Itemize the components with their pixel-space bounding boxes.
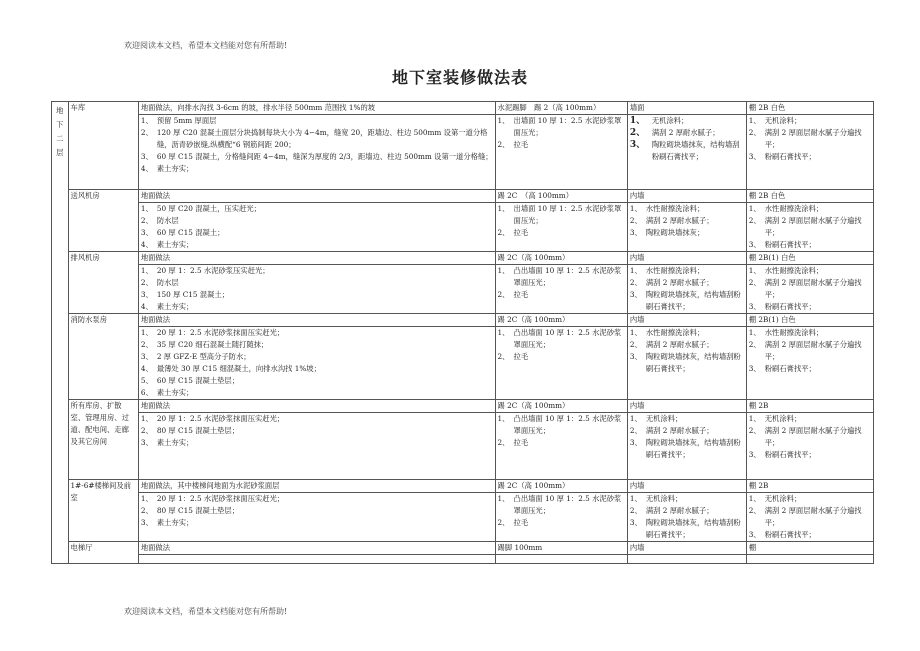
list-item	[498, 203, 625, 227]
footer-note: 欢迎阅读本文档，希望本文档能对您有所帮助!	[124, 607, 288, 616]
skirting-title: 踢 2C（高 100mm）	[496, 480, 627, 493]
item-number: 2、	[497, 352, 510, 361]
item-number: 2、	[748, 426, 761, 435]
list-item	[141, 227, 493, 239]
wall-title: 墙面	[628, 102, 746, 115]
item-number: 2、	[629, 340, 642, 349]
item-text: 满刮 2 厚耐水腻子；	[645, 506, 714, 515]
list-item	[630, 413, 744, 425]
item-text: 20 厚 1：2.5 水泥砂浆抹面压实赶光；	[156, 414, 285, 423]
floor-cell	[138, 480, 495, 542]
item-text: 水性耐擦洗涂料；	[645, 204, 705, 213]
ceiling-title: 棚 2B(1) 白色	[747, 252, 873, 265]
wall-title: 内墙	[628, 190, 746, 203]
item-text: 素土夯实；	[156, 240, 194, 249]
level-char: 二	[56, 134, 64, 143]
item-text: 预留 5mm 厚面层	[156, 116, 217, 125]
list-item	[141, 505, 493, 517]
item-number: 3、	[748, 530, 761, 539]
item-text: 满刮 2 厚耐水腻子；	[645, 340, 714, 349]
item-text: 满刮 2 厚面层耐水腻子分遍找平；	[764, 216, 862, 237]
wall-title: 内墙	[628, 480, 746, 493]
item-text: 素土夯实；	[156, 388, 194, 397]
list-item	[498, 327, 625, 351]
item-number: 2、	[629, 216, 642, 225]
list-item	[141, 203, 493, 215]
finish-schedule-table	[51, 101, 874, 564]
item-text: 水性耐擦洗涂料；	[764, 204, 824, 213]
item-number: 2、	[748, 278, 761, 287]
item-number: 4、	[140, 302, 153, 311]
item-number: 3、	[748, 240, 761, 249]
list-item	[749, 327, 871, 339]
item-text: 无机涂料；	[645, 414, 683, 423]
skirting-cell	[495, 400, 627, 480]
item-text: 出墙面 10 厚 1：2.5 水泥砂浆罩面压光；	[513, 116, 622, 137]
item-number: 1、	[748, 494, 761, 503]
item-text: 出墙面 10 厚 1：2.5 水泥砂浆罩面压光；	[513, 204, 622, 225]
ceiling-title: 棚 2B(1) 白色	[747, 314, 873, 327]
item-text: 拉毛	[513, 290, 529, 299]
item-number: 1、	[140, 116, 153, 125]
item-number: 2、	[497, 228, 510, 237]
item-number: 1、	[629, 414, 642, 423]
table-row	[52, 480, 874, 542]
list-item	[141, 127, 493, 151]
item-text: 凸出墙面 10 厚 1：2.5 水泥砂浆罩面压光；	[513, 494, 622, 515]
item-text: 粉刷石膏找平；	[764, 152, 816, 161]
list-item	[141, 363, 493, 375]
item-number: 2、	[140, 278, 153, 287]
list-item	[630, 277, 744, 289]
item-number: 2、	[140, 340, 153, 349]
table-body	[52, 102, 874, 564]
list-item	[749, 203, 871, 215]
item-number: 2、	[629, 506, 642, 515]
item-text: 满刮 2 厚耐水腻子；	[645, 216, 714, 225]
list-item	[749, 505, 871, 529]
item-text: 陶粒砌块墙抹灰，结构墙刮粉刷石膏找平；	[645, 352, 741, 373]
item-text: 凸出墙面 10 厚 1：2.5 水泥砂浆罩面压光；	[513, 328, 622, 349]
item-number: 3、	[629, 290, 642, 299]
item-text: 满刮 2 厚耐水腻子；	[645, 278, 714, 287]
item-number: 1、	[497, 116, 510, 125]
list-item	[749, 529, 871, 541]
list-item	[141, 115, 493, 127]
skirting-cell	[495, 480, 627, 542]
ceiling-cell	[746, 400, 873, 480]
list-item	[141, 413, 493, 425]
item-text: 防水层	[156, 278, 179, 287]
item-text: 拉毛	[513, 352, 529, 361]
list-item	[749, 115, 871, 127]
item-text: 满刮 2 厚耐水腻子；	[645, 426, 714, 435]
header-note: 欢迎阅读本文档，希望本文档能对您有所帮助!	[124, 41, 288, 50]
skirting-title: 踢 2C（高 100mm）	[496, 252, 627, 265]
table-row	[52, 314, 874, 400]
item-text: 粉刷石膏找平；	[764, 530, 816, 539]
list-item	[141, 151, 493, 163]
item-text: 素土夯实；	[156, 438, 194, 447]
wall-cell	[627, 252, 746, 314]
list-item	[141, 493, 493, 505]
item-number: 2、	[497, 140, 510, 149]
list-item	[141, 375, 493, 387]
ceiling-title: 棚 2B 白色	[747, 190, 873, 203]
item-number: 1、	[497, 204, 510, 213]
skirting-cell	[495, 102, 627, 190]
floor-cell	[138, 252, 495, 314]
table-row	[52, 252, 874, 314]
item-number: 1、	[748, 204, 761, 213]
item-number: 3、	[140, 152, 153, 161]
room-name: 电梯厅	[68, 542, 138, 564]
list-item	[749, 413, 871, 425]
item-number: 2、	[140, 426, 153, 435]
table-row	[52, 400, 874, 480]
list-item	[141, 425, 493, 437]
list-item	[498, 265, 625, 289]
item-number: 1、	[140, 328, 153, 337]
level-label	[54, 102, 66, 160]
list-item	[749, 151, 871, 163]
item-text: 凸出墙面 10 厚 1：2.5 水泥砂浆罩面压光；	[513, 414, 622, 435]
item-text: 素土夯实；	[156, 302, 194, 311]
list-item	[630, 215, 744, 227]
skirting-title: 踢 2C（高 100mm）	[496, 314, 627, 327]
item-number: 3、	[748, 364, 761, 373]
list-item	[141, 327, 493, 339]
item-text: 陶粒砌块墙抹灰，结构墙刮粉刷石膏找平；	[645, 518, 741, 539]
list-item	[749, 339, 871, 363]
item-number: 1、	[629, 204, 642, 213]
item-text: 拉毛	[513, 438, 529, 447]
item-number: 1、	[140, 414, 153, 423]
skirting-cell	[495, 190, 627, 252]
list-item	[749, 363, 871, 375]
item-number: 2、	[748, 506, 761, 515]
list-item	[498, 289, 625, 301]
item-text: 满刮 2 厚面层耐水腻子分遍找平；	[764, 128, 862, 149]
floor-title: 地面做法	[139, 314, 495, 327]
item-number: 1、	[629, 116, 646, 126]
list-item	[630, 127, 744, 139]
item-text: 陶粒砌块墙抹灰；	[645, 228, 705, 237]
list-item	[630, 115, 744, 127]
list-item	[630, 265, 744, 277]
list-item	[749, 493, 871, 505]
skirting-title: 踢脚 100mm	[496, 542, 627, 555]
list-item	[498, 437, 625, 449]
item-text: 满刮 2 厚耐水腻子；	[651, 128, 720, 137]
item-number: 2、	[748, 340, 761, 349]
item-number: 1、	[748, 414, 761, 423]
item-number: 1、	[497, 494, 510, 503]
list-item	[141, 351, 493, 363]
item-number: 3、	[140, 352, 153, 361]
item-text: 满刮 2 厚面层耐水腻子分遍找平；	[764, 340, 862, 361]
wall-title: 内墙	[628, 252, 746, 265]
list-item	[630, 425, 744, 437]
list-item	[630, 289, 744, 313]
item-text: 无机涂料；	[764, 494, 802, 503]
item-number: 3、	[748, 152, 761, 161]
item-text: 粉刷石膏找平；	[764, 450, 816, 459]
skirting-title: 踢 2C（高 100mm）	[496, 400, 627, 413]
item-number: 4、	[140, 164, 153, 173]
item-number: 3、	[629, 228, 642, 237]
list-item	[141, 517, 493, 529]
floor-title: 地面做法	[139, 542, 495, 555]
ceiling-cell	[746, 314, 873, 400]
ceiling-cell	[746, 252, 873, 314]
list-item	[141, 339, 493, 351]
item-number: 2、	[497, 438, 510, 447]
list-item	[141, 265, 493, 277]
item-text: 拉毛	[513, 228, 529, 237]
ceiling-title: 棚 2B 白色	[747, 102, 873, 115]
wall-cell	[627, 102, 746, 190]
item-text: 最薄处 30 厚 C15 细混凝土，向排水沟找 1%坡；	[156, 364, 321, 373]
item-text: 20 厚 1：2.5 水泥砂浆抹面压实赶光；	[156, 494, 285, 503]
wall-title: 内墙	[628, 400, 746, 413]
list-item	[498, 413, 625, 437]
item-number: 3、	[748, 302, 761, 311]
level-char: 层	[56, 148, 64, 157]
item-text: 拉毛	[513, 140, 529, 149]
room-name: 送风机房	[68, 190, 138, 252]
item-text: 60 厚 C15 混凝土；	[156, 228, 225, 237]
item-number: 1、	[629, 266, 642, 275]
item-number: 2、	[497, 290, 510, 299]
item-number: 3、	[629, 352, 642, 361]
item-number: 2、	[497, 518, 510, 527]
item-text: 素土夯实；	[156, 164, 194, 173]
item-number: 4、	[140, 240, 153, 249]
wall-title: 内墙	[628, 542, 746, 555]
item-text: 无机涂料；	[645, 494, 683, 503]
item-number: 2、	[629, 426, 642, 435]
item-number: 4、	[140, 364, 153, 373]
item-number: 1、	[497, 328, 510, 337]
item-number: 1、	[140, 204, 153, 213]
floor-title: 地面做法	[139, 400, 495, 413]
item-text: 素土夯实；	[156, 518, 194, 527]
list-item	[141, 163, 493, 175]
item-text: 凸出墙面 10 厚 1：2.5 水泥砂浆罩面压光；	[513, 266, 622, 287]
room-name: 消防水泵房	[68, 314, 138, 400]
item-text: 水性耐擦洗涂料；	[764, 328, 824, 337]
item-text: 60 厚 C15 混凝土，分格缝间距 4∽4m，缝深为厚度的 2/3，距墙边、柱边 500mm 设第一道分格缝；	[156, 152, 493, 161]
item-number: 2、	[748, 128, 761, 137]
item-text: 无机涂料；	[764, 414, 802, 423]
wall-cell	[627, 314, 746, 400]
item-number: 1、	[629, 494, 642, 503]
list-item	[498, 517, 625, 529]
list-item	[749, 127, 871, 151]
item-text: 60 厚 C15 混凝土垫层；	[156, 376, 240, 385]
list-item	[749, 449, 871, 461]
skirting-cell	[495, 252, 627, 314]
item-number: 1、	[629, 328, 642, 337]
item-number: 3、	[748, 450, 761, 459]
level-char: 地	[56, 106, 64, 115]
item-text: 满刮 2 厚面层耐水腻子分遍找平；	[764, 426, 862, 447]
item-number: 5、	[140, 376, 153, 385]
list-item	[749, 301, 871, 313]
item-number: 2、	[629, 278, 642, 287]
item-number: 1、	[140, 266, 153, 275]
item-text: 无机涂料；	[651, 116, 689, 125]
item-number: 3、	[140, 290, 153, 299]
floor-cell	[138, 542, 495, 564]
ceiling-title: 棚 2B	[747, 400, 873, 413]
wall-title: 内墙	[628, 314, 746, 327]
item-number: 1、	[497, 266, 510, 275]
item-text: 50 厚 C20 混凝土，压实赶光；	[156, 204, 261, 213]
list-item	[630, 351, 744, 375]
item-text: 水性耐擦洗涂料；	[764, 266, 824, 275]
list-item	[630, 203, 744, 215]
list-item	[141, 215, 493, 227]
room-name: 1#-6#楼梯间及前室	[68, 480, 138, 542]
item-text: 无机涂料；	[764, 116, 802, 125]
room-name: 车库	[68, 102, 138, 190]
item-text: 粉刷石膏找平；	[764, 364, 816, 373]
item-number: 1、	[748, 266, 761, 275]
item-text: 水性耐擦洗涂料；	[645, 266, 705, 275]
wall-cell	[627, 480, 746, 542]
floor-title: 地面做法	[139, 252, 495, 265]
item-text: 满刮 2 厚面层耐水腻子分遍找平；	[764, 278, 862, 299]
floor-cell	[138, 314, 495, 400]
item-number: 2、	[140, 216, 153, 225]
item-number: 6、	[140, 388, 153, 397]
ceiling-cell	[746, 190, 873, 252]
item-number: 3、	[140, 438, 153, 447]
list-item	[498, 115, 625, 139]
item-text: 陶粒砌块墙抹灰，结构墙刮粉刷石膏找平；	[645, 438, 741, 459]
item-text: 150 厚 C15 混凝土；	[156, 290, 230, 299]
table-row	[52, 190, 874, 252]
list-item	[141, 301, 493, 313]
floor-title: 地面做法	[139, 190, 495, 203]
list-item	[630, 493, 744, 505]
wall-cell	[627, 190, 746, 252]
item-text: 满刮 2 厚面层耐水腻子分遍找平；	[764, 506, 862, 527]
list-item	[498, 351, 625, 363]
item-text: 陶粒砌块墙抹灰，结构墙刮粉刷石膏找平；	[651, 140, 740, 161]
item-text: 80 厚 C15 混凝土垫层；	[156, 506, 240, 515]
ceiling-title: 棚	[747, 542, 873, 555]
item-number: 1、	[497, 414, 510, 423]
list-item	[141, 437, 493, 449]
item-text: 防水层	[156, 216, 179, 225]
list-item	[630, 437, 744, 461]
item-number: 3、	[629, 438, 642, 447]
list-item	[141, 387, 493, 399]
list-item	[749, 239, 871, 251]
floor-cell	[138, 102, 495, 190]
item-number: 3、	[629, 518, 642, 527]
item-number: 2、	[140, 506, 153, 515]
table-row	[52, 542, 874, 564]
list-item	[498, 227, 625, 239]
item-number: 2、	[629, 128, 646, 138]
ceiling-title: 棚 2B	[747, 480, 873, 493]
item-number: 1、	[748, 328, 761, 337]
item-number: 1、	[140, 494, 153, 503]
wall-cell	[627, 400, 746, 480]
item-text: 80 厚 C15 混凝土垫层；	[156, 426, 240, 435]
skirting-title: 踢 2C （高 100mm）	[496, 190, 627, 203]
item-text: 2 厚 GFZ-E 型高分子防水；	[156, 352, 251, 361]
floor-cell	[138, 190, 495, 252]
list-item	[630, 505, 744, 517]
document-title: 地下室装修做法表	[391, 68, 528, 87]
list-item	[630, 139, 744, 163]
wall-cell	[627, 542, 746, 564]
floor-title: 地面做法，向排水沟找 3-6cm 的坡，排水半径 500mm 范围找 1%的坡	[139, 102, 495, 115]
skirting-cell	[495, 542, 627, 564]
list-item	[749, 265, 871, 277]
item-text: 陶粒砌块墙抹灰，结构墙刮粉刷石膏找平；	[645, 290, 741, 311]
room-name: 所有库房、扩散室、管理用房、过道、配电间、走廊及其它房间	[68, 400, 138, 480]
item-number: 2、	[140, 128, 153, 137]
list-item	[630, 517, 744, 541]
item-text: 20 厚 1：2.5 水泥砂浆压实赶光；	[156, 266, 270, 275]
floor-title: 地面做法，其中楼梯间地面为水泥砂浆面层	[139, 480, 495, 493]
list-item	[498, 139, 625, 151]
item-text: 水性耐擦洗涂料；	[645, 328, 705, 337]
item-text: 粉刷石膏找平；	[764, 240, 816, 249]
item-text: 20 厚 1：2.5 水泥砂浆抹面压实赶光；	[156, 328, 285, 337]
list-item	[141, 239, 493, 251]
list-item	[749, 425, 871, 449]
list-item	[630, 339, 744, 351]
item-text: 粉刷石膏找平；	[764, 302, 816, 311]
skirting-title: 水泥踢脚 踢 2（高 100mm）	[496, 102, 627, 115]
skirting-cell	[495, 314, 627, 400]
item-number: 3、	[629, 140, 646, 150]
list-item	[141, 277, 493, 289]
level-cell	[52, 102, 69, 564]
item-number: 3、	[140, 518, 153, 527]
room-name: 排风机房	[68, 252, 138, 314]
ceiling-cell	[746, 102, 873, 190]
list-item	[498, 493, 625, 517]
list-item	[630, 327, 744, 339]
list-item	[749, 277, 871, 301]
list-item	[630, 227, 744, 239]
ceiling-cell	[746, 480, 873, 542]
list-item	[141, 289, 493, 301]
ceiling-cell	[746, 542, 873, 564]
table-row	[52, 102, 874, 190]
floor-cell	[138, 400, 495, 480]
item-number: 3、	[140, 228, 153, 237]
list-item	[749, 215, 871, 239]
item-text: 35 厚 C20 细石混凝土随打随抹；	[156, 340, 269, 349]
item-number: 1、	[748, 116, 761, 125]
item-number: 2、	[748, 216, 761, 225]
item-text: 拉毛	[513, 518, 529, 527]
level-char: 下	[56, 120, 64, 129]
item-text: 120 厚 C20 混凝土面层分块捣制每块大小为 4∽4m，缝宽 20，距墙边、柱边 500mm 设第一道分格缝，沥青砂嵌缝,纵横配“6 钢筋间距 200；	[156, 128, 488, 149]
